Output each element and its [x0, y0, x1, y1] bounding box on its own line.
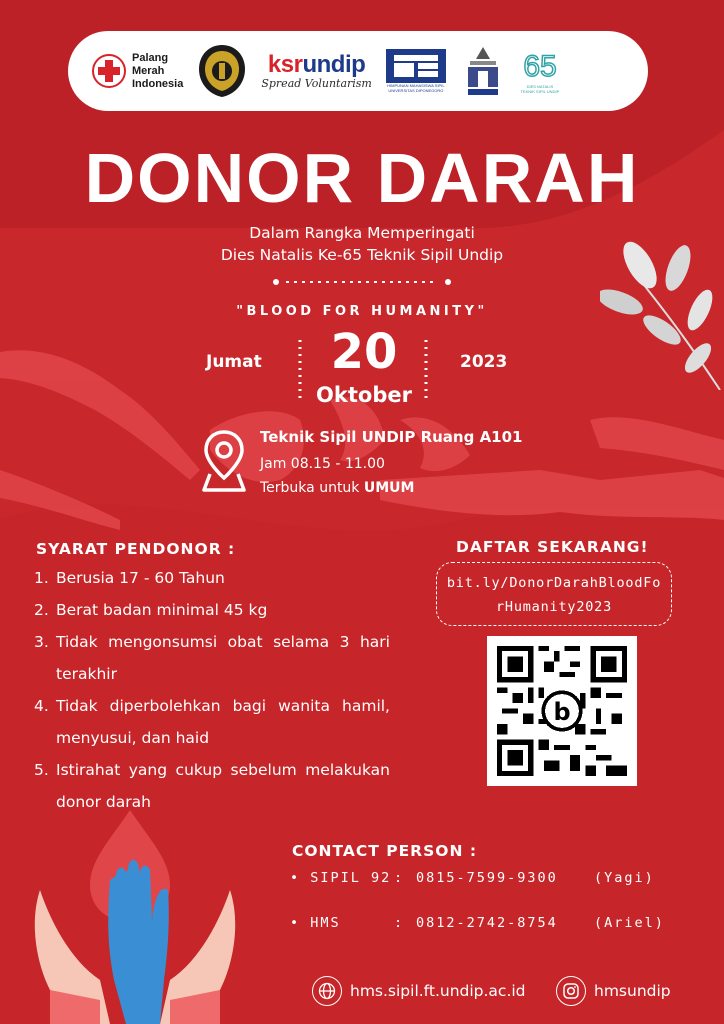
website-link[interactable] — [312, 976, 526, 1006]
item-number: 2. — [34, 601, 49, 619]
qr-code-pattern — [497, 646, 627, 776]
requirements-title: SYARAT PENDONOR : — [36, 540, 236, 558]
contact-phone[interactable]: 0815-7599-9300 — [416, 870, 558, 886]
event-month: Oktober — [316, 383, 412, 407]
contact-name: • SIPIL 92 — [290, 870, 392, 886]
instagram-icon — [556, 976, 586, 1006]
event-time: Jam 08.15 - 11.00 — [260, 456, 385, 472]
pmi-line-3: Indonesia — [132, 77, 184, 90]
contact-person: (Ariel) — [594, 915, 665, 931]
list-item — [34, 562, 390, 594]
item-number: 4. — [34, 697, 49, 715]
ikatesi-logo — [460, 45, 506, 97]
contact-name: • HMS — [290, 915, 341, 931]
ikatesi-logo-icon — [460, 45, 506, 97]
subtitle — [0, 222, 724, 266]
svg-text:b: b — [553, 697, 571, 726]
contact-phone[interactable]: 0812-2742-8754 — [416, 915, 558, 931]
ksr-undip-logo — [261, 50, 372, 90]
dies-natalis-65-logo — [520, 48, 560, 94]
pmi-logo — [92, 52, 183, 91]
item-number: 3. — [34, 633, 49, 651]
ksr-red-text: ksr — [267, 50, 303, 78]
dotted-divider — [272, 277, 452, 287]
list-item — [34, 754, 390, 818]
register-title: DAFTAR SEKARANG! — [456, 538, 649, 556]
hmsipil-logo — [386, 49, 446, 93]
subtitle-line-2: Dies Natalis Ke-65 Teknik Sipil Undip — [220, 246, 504, 264]
dies-caption-1: DIES NATALIS — [526, 84, 554, 89]
dies-caption-2: TEKNIK SIPIL UNDIP — [520, 89, 560, 94]
item-text: Tidak diperbolehkan bagi wanita hamil, menyusui, dan haid — [56, 697, 390, 747]
contact-person: (Yagi) — [594, 870, 655, 886]
event-year: 2023 — [460, 352, 508, 372]
pmi-line-2: Merah — [132, 64, 165, 77]
instagram-handle: hmsundip — [594, 982, 671, 1000]
requirements-list — [34, 562, 390, 818]
item-text: Istirahat yang cukup sebelum melakukan donor darah — [56, 761, 390, 811]
hmsipil-caption-1: HIMPUNAN MAHASISWA SIPIL — [387, 83, 445, 88]
page-title: DONOR DARAH — [84, 139, 640, 217]
instagram-link[interactable] — [556, 976, 671, 1006]
logo-bar — [68, 31, 648, 111]
hmsipil-logo-icon — [386, 49, 446, 83]
ksr-blue-text: undip — [302, 50, 366, 78]
location-pin-icon — [200, 428, 248, 494]
dies-65-logo-icon — [520, 48, 560, 84]
list-item — [34, 626, 390, 690]
open-emphasis: UMUM — [363, 480, 415, 496]
pmi-cross-icon — [92, 54, 126, 88]
ksr-tagline: Spread Voluntarism — [261, 76, 372, 90]
svg-text:65: 65 — [523, 50, 557, 83]
hands-blood-drop-art — [30, 810, 240, 1024]
contact-row — [290, 915, 665, 931]
globe-icon — [312, 976, 342, 1006]
pmi-line-1: Palang — [132, 51, 169, 64]
subtitle-line-1: Dalam Rangka Memperingati — [249, 224, 475, 242]
item-text: Tidak mengonsumsi obat selama 3 hari terakhir — [56, 633, 390, 683]
open-prefix: Terbuka untuk — [260, 480, 364, 496]
event-date: 20 — [330, 324, 398, 380]
hmsipil-caption-2: UNIVERSITAS DIPONEGORO — [388, 88, 444, 93]
tagline: "BLOOD FOR HUMANITY" — [236, 304, 488, 319]
contact-separator: : — [394, 870, 405, 886]
item-number: 5. — [34, 761, 49, 779]
contact-row — [290, 870, 655, 886]
list-item — [34, 594, 390, 626]
event-venue: Teknik Sipil UNDIP Ruang A101 — [260, 428, 523, 446]
list-item — [34, 690, 390, 754]
event-day: Jumat — [206, 352, 262, 372]
undip-seal-icon — [197, 43, 247, 99]
item-text: Berusia 17 - 60 Tahun — [56, 569, 225, 587]
event-open-to — [260, 480, 414, 496]
date-divider-right — [424, 340, 428, 400]
contact-title: CONTACT PERSON : — [292, 842, 478, 860]
website-text: hms.sipil.ft.undip.ac.id — [350, 982, 526, 1000]
item-text: Berat badan minimal 45 kg — [56, 601, 268, 619]
undip-seal-logo — [197, 43, 247, 99]
item-number: 1. — [34, 569, 49, 587]
registration-link[interactable]: bit.ly/DonorDarahBloodForHumanity2023 — [436, 562, 672, 626]
qr-code[interactable] — [487, 636, 637, 786]
contact-separator: : — [394, 915, 405, 931]
